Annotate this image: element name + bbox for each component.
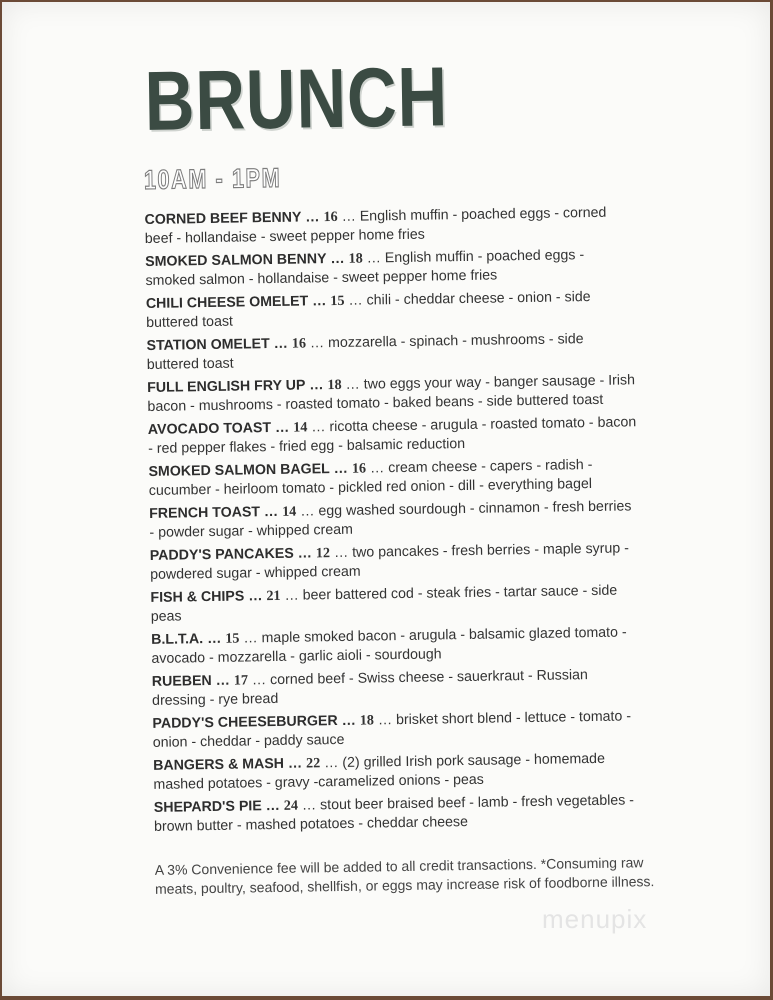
item-description: stout beer braised beef - lamb - fresh vegetables - brown butter - mashed potatoes - cheddar cheese <box>153 792 635 835</box>
item-description: (2) grilled Irish pork sausage - homemade mashed potatoes - gravy -caramelized onions - peas <box>153 750 606 793</box>
menu-item <box>146 329 637 375</box>
separator: … <box>297 545 313 562</box>
item-name: CHILI CHEESE OMELET <box>145 293 309 312</box>
item-name: SHEPARD'S PIE <box>153 798 262 816</box>
item-description: corned beef - Swiss cheese - sauerkraut - Russian dressing - rye bread <box>151 667 588 709</box>
item-description: egg washed sourdough - cinnamon - fresh berries - powder sugar - whipped cream <box>149 498 632 541</box>
separator: … <box>284 587 299 604</box>
menu-items-list <box>144 203 644 837</box>
item-price: 22 <box>305 755 321 772</box>
item-price: 15 <box>330 292 345 310</box>
separator: … <box>273 335 289 352</box>
item-description: ricotta cheese - arugula - roasted tomato - bacon - red pepper flakes - fried egg - balsamic reduction <box>148 414 637 457</box>
menu-item <box>150 581 641 627</box>
item-description: beer battered cod - steak fries - tartar sauce - side peas <box>150 582 618 625</box>
item-name: PADDY'S CHEESEBURGER <box>152 713 338 732</box>
separator: … <box>265 797 281 815</box>
item-name: CORNED BEEF BENNY <box>144 209 302 228</box>
item-name: FULL ENGLISH FRY UP <box>147 377 306 396</box>
item-name: SMOKED SALMON BENNY <box>145 251 327 270</box>
item-description: two pancakes - fresh berries - maple syrup - powdered sugar - whipped cream <box>150 540 629 583</box>
menu-item <box>147 371 638 417</box>
separator: … <box>324 755 339 772</box>
item-price: 15 <box>225 630 240 647</box>
footer-note: A 3% Convenience fee will be added to all credit transactions. *Consuming raw meats, poultry, seafood, shellfish, or eggs may increase risk of foodborne illness. <box>154 854 655 897</box>
separator: … <box>243 630 258 647</box>
separator: … <box>366 250 382 267</box>
item-description: maple smoked bacon - arugula - balsamic glazed tomato - avocado - mozzarella - garlic aioli - sourdough <box>151 624 627 667</box>
separator: … <box>305 209 320 226</box>
item-price: 16 <box>323 208 338 226</box>
menu-page <box>2 2 770 996</box>
menu-item <box>144 203 635 249</box>
menu-item <box>145 245 636 291</box>
separator: … <box>251 672 267 689</box>
separator: … <box>287 755 303 772</box>
item-price: 21 <box>266 587 281 605</box>
menu-hours: 10AM - 1PM <box>143 162 282 195</box>
item-name: BANGERS & MASH <box>153 755 285 774</box>
item-name: SMOKED SALMON BAGEL <box>148 461 330 480</box>
item-description: English muffin - poached eggs - smoked salmon - hollandaise - sweet pepper home fries <box>145 247 585 289</box>
separator: … <box>263 503 279 521</box>
item-name: FISH & CHIPS <box>150 588 245 606</box>
menu-item <box>152 665 643 711</box>
item-name: AVOCADO TOAST <box>147 420 272 438</box>
separator: … <box>341 208 356 225</box>
separator: … <box>274 419 290 436</box>
menu-content <box>142 49 655 899</box>
item-name: PADDY'S PANCAKES <box>149 545 294 564</box>
item-description: two eggs your way - banger sausage - Irish bacon - mushrooms - roasted tomato - baked beans - side buttered toast <box>147 372 636 415</box>
menu-title: BRUNCH <box>143 49 449 148</box>
item-price: 18 <box>359 712 375 729</box>
item-description: cream cheese - capers - radish - cucumber - heirloom tomato - pickled red onion - dill - everything bagel <box>148 456 593 499</box>
menu-item <box>154 791 645 837</box>
separator: … <box>309 377 324 394</box>
separator: … <box>248 588 263 605</box>
separator: … <box>369 460 385 477</box>
separator: … <box>311 419 326 436</box>
item-price: 18 <box>348 250 363 267</box>
menu-item <box>152 707 643 753</box>
separator: … <box>300 503 315 520</box>
item-price: 14 <box>293 419 308 436</box>
item-name: STATION OMELET <box>146 336 270 354</box>
menu-item <box>148 413 639 459</box>
item-price: 16 <box>351 460 367 477</box>
separator: … <box>207 630 222 648</box>
menu-item <box>151 623 642 669</box>
separator: … <box>330 250 345 268</box>
separator: … <box>341 712 356 729</box>
item-description: mozzarella - spinach - mushrooms - side buttered toast <box>146 331 584 373</box>
item-price: 18 <box>327 376 342 394</box>
item-price: 24 <box>283 797 299 814</box>
item-name: B.L.T.A. <box>151 631 204 648</box>
separator: … <box>333 460 349 478</box>
separator: … <box>301 797 317 814</box>
separator: … <box>377 712 393 729</box>
separator: … <box>348 292 363 309</box>
item-description: English muffin - poached eggs - corned beef - hollandaise - sweet pepper home fries <box>144 204 607 247</box>
menu-item <box>148 455 639 501</box>
item-name: FRENCH TOAST <box>149 504 261 522</box>
item-description: chili - cheddar cheese - onion - side buttered toast <box>146 288 591 331</box>
item-price: 16 <box>291 335 307 352</box>
separator: … <box>215 672 230 689</box>
watermark-logo: menupix <box>542 904 648 934</box>
menu-item <box>146 287 637 333</box>
separator: … <box>333 544 349 562</box>
separator: … <box>345 376 360 393</box>
separator: … <box>312 293 327 310</box>
separator: … <box>309 335 325 352</box>
menu-item <box>153 749 644 795</box>
item-name: RUEBEN <box>151 672 212 690</box>
item-price: 12 <box>315 545 331 562</box>
menu-item <box>149 497 640 543</box>
item-price: 17 <box>233 672 249 689</box>
item-description: brisket short blend - lettuce - tomato - onion - cheddar - paddy sauce <box>152 708 632 751</box>
item-price: 14 <box>282 503 297 520</box>
menu-item <box>150 539 641 585</box>
